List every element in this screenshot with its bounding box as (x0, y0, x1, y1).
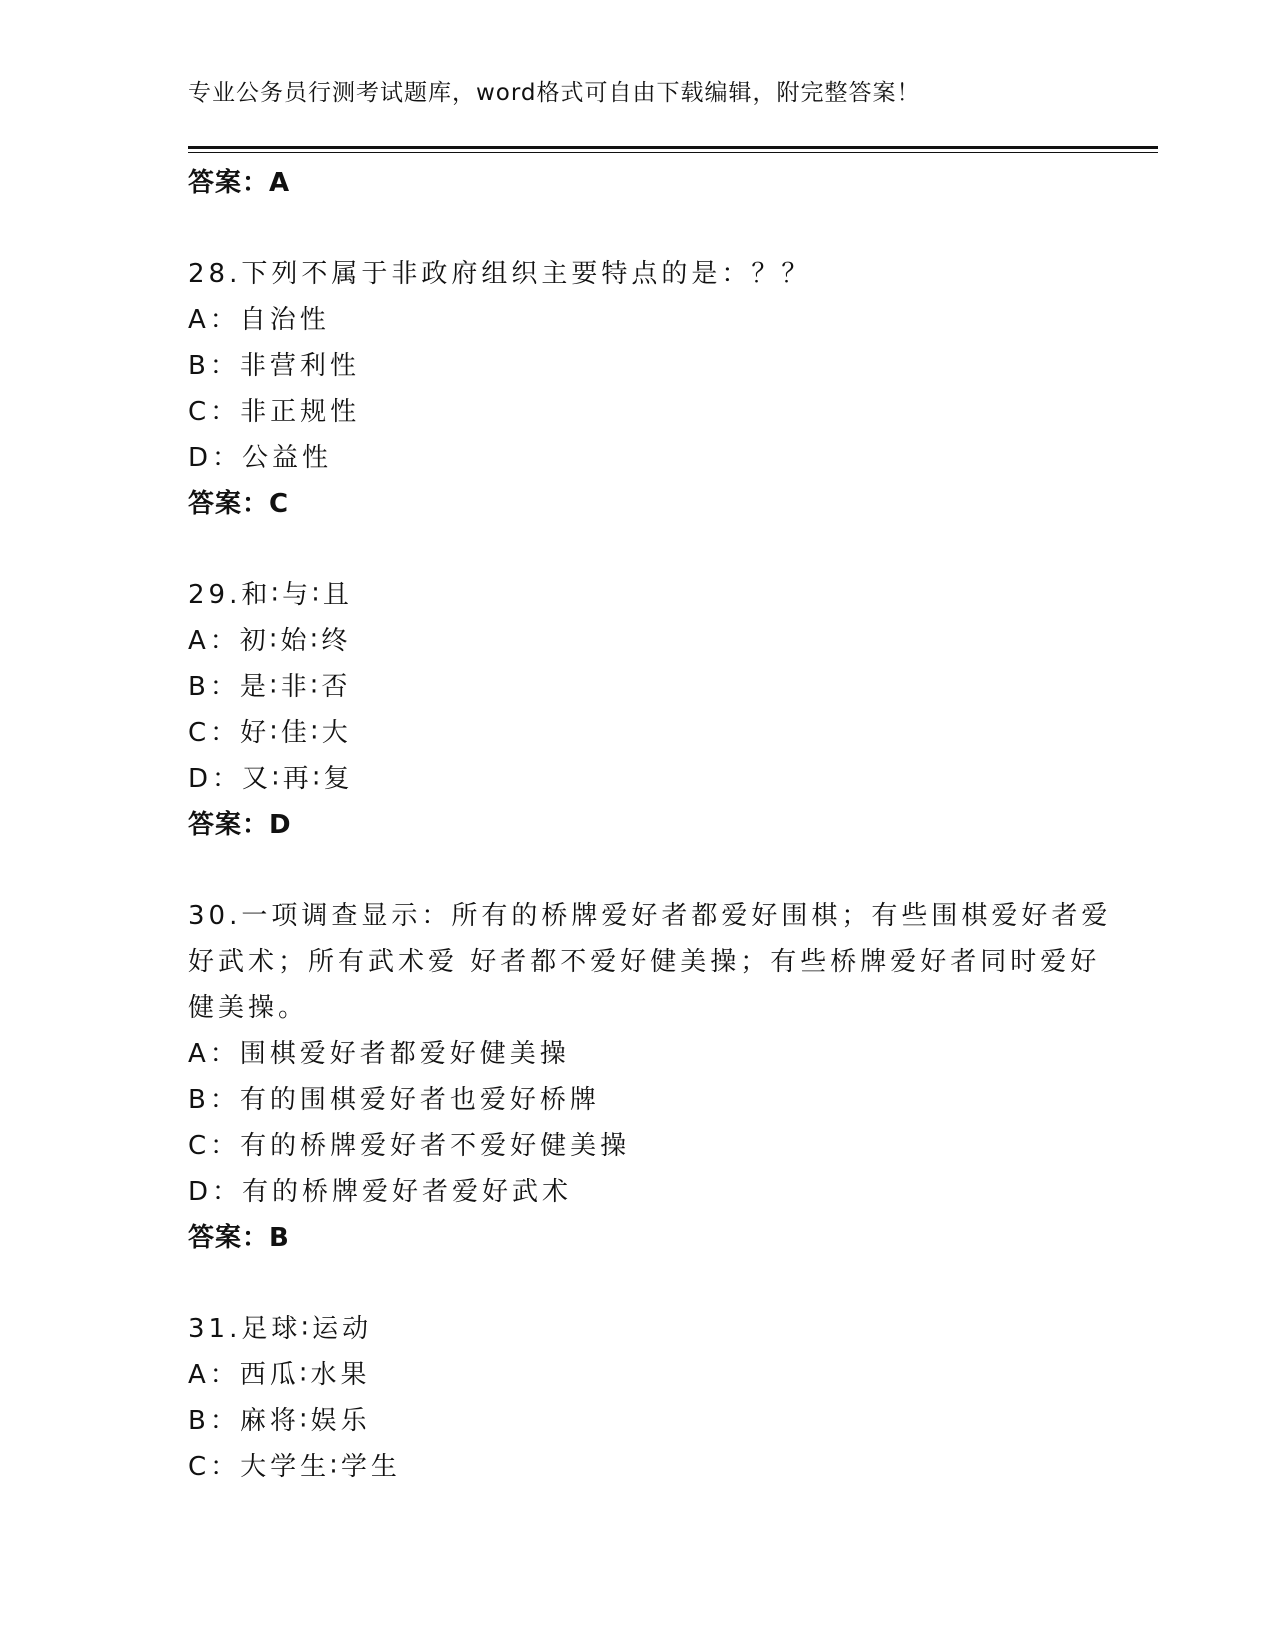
option-d: D：又∶再∶复 (188, 764, 354, 794)
spacer (188, 1261, 1088, 1306)
stem-line: 健美操。 (188, 993, 309, 1023)
option-c: C：非正规性 (188, 397, 361, 427)
option-c: C：有的桥牌爱好者不爱好健美操 (188, 1131, 631, 1161)
page-header: 专业公务员行测考试题库，word格式可自由下载编辑，附完整答案！ (188, 80, 921, 106)
option-b: B：麻将∶娱乐 (188, 1406, 371, 1436)
document-body (188, 160, 1112, 1490)
spacer (188, 206, 1088, 251)
stem-line: 30.一项调查显示：所有的桥牌爱好者都爱好围棋；有些围棋爱好者爱 (188, 901, 1112, 931)
question-stem (188, 893, 1112, 1031)
question-stem: 28.下列不属于非政府组织主要特点的是：？？ (188, 259, 812, 289)
answer-27: 答案：A (188, 168, 291, 198)
question-stem: 29.和∶与∶且 (188, 580, 353, 610)
option-a: A：西瓜∶水果 (188, 1360, 371, 1390)
option-c: C：大学生∶学生 (188, 1452, 401, 1482)
option-b: B：非营利性 (188, 351, 360, 381)
option-a: A：自治性 (188, 305, 330, 335)
option-b: B：有的围棋爱好者也爱好桥牌 (188, 1085, 600, 1115)
option-d: D：有的桥牌爱好者爱好武术 (188, 1177, 573, 1207)
option-a: A：围棋爱好者都爱好健美操 (188, 1039, 570, 1069)
question-28 (188, 251, 1088, 527)
answer: 答案：D (188, 810, 292, 840)
question-30 (188, 893, 1112, 1261)
answer: 答案：C (188, 489, 290, 519)
question-stem: 31.足球∶运动 (188, 1314, 373, 1344)
header-rule-thin (188, 152, 1158, 153)
question-31 (188, 1306, 1088, 1490)
question-29 (188, 572, 1088, 848)
option-c: C：好∶佳∶大 (188, 718, 352, 748)
header-rule-thick (188, 146, 1158, 149)
spacer (188, 848, 1088, 893)
option-a: A：初∶始∶终 (188, 626, 352, 656)
option-b: B：是∶非∶否 (188, 672, 352, 702)
option-d: D：公益性 (188, 443, 333, 473)
stem-line: 好武术；所有武术爱 好者都不爱好健美操；有些桥牌爱好者同时爱好 (188, 947, 1101, 977)
spacer (188, 527, 1088, 572)
answer: 答案：B (188, 1223, 290, 1253)
